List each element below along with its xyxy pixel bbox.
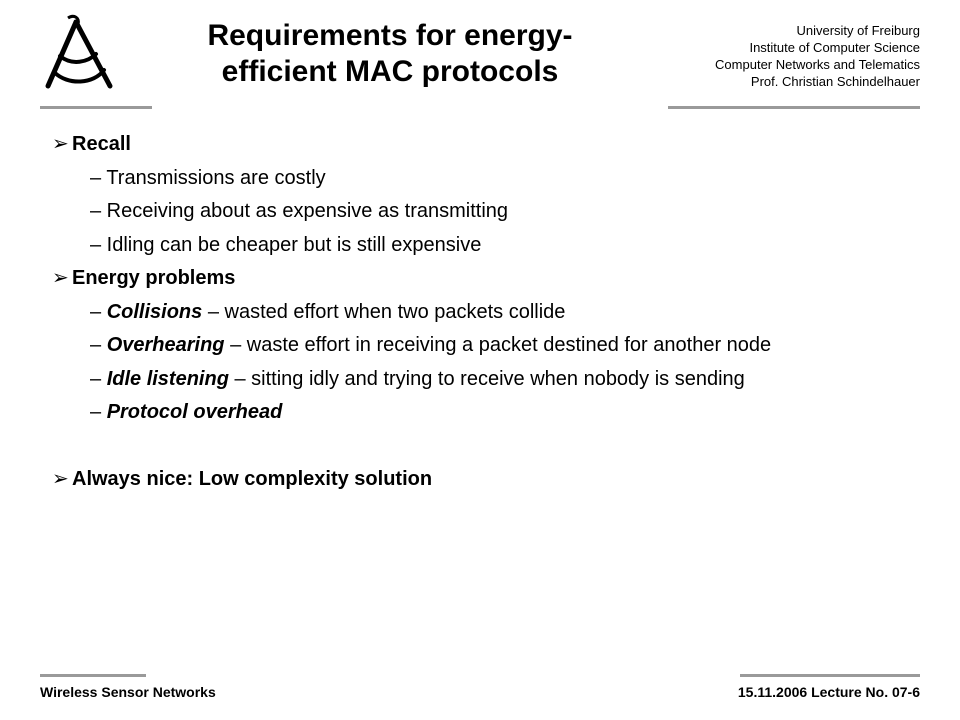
arrow-bullet-icon: ➢ (52, 267, 69, 289)
footer-course: Wireless Sensor Networks (40, 684, 216, 700)
recall-item: – Receiving about as expensive as transmitting (90, 200, 509, 222)
footer-rule-right (740, 674, 920, 677)
institution-line: Computer Networks and Telematics (715, 57, 920, 72)
energy-item (52, 363, 932, 397)
term-protocol-overhead: Protocol overhead (106, 401, 283, 423)
footer-rule-left (40, 674, 146, 677)
term-overhearing: Overhearing (106, 334, 225, 356)
institution-line: Prof. Christian Schindelhauer (750, 74, 920, 89)
title-line-1: Requirements for energy- (207, 19, 573, 52)
institution-line: University of Freiburg (796, 23, 920, 38)
term-collisions: Collisions (106, 300, 203, 323)
header-rule-right (668, 106, 920, 109)
header-rule-left (40, 106, 152, 109)
dash: – (90, 300, 107, 323)
recall-item: – Transmissions are costly (90, 166, 326, 189)
energy-item (52, 396, 932, 430)
title-line-2: efficient MAC protocols (221, 55, 559, 88)
institution-block (715, 22, 920, 90)
slide-title (150, 18, 630, 90)
footer-date-lecture: 15.11.2006 Lecture No. 07-6 (737, 684, 920, 700)
energy-item (52, 296, 932, 330)
energy-item (52, 329, 932, 363)
university-logo-icon (38, 12, 122, 96)
always-heading (52, 463, 932, 497)
energy-heading-text: Energy problems (72, 267, 236, 289)
dash: – (90, 367, 107, 390)
arrow-bullet-icon: ➢ (52, 133, 69, 155)
dash: – (90, 334, 107, 356)
institution-line: Institute of Computer Science (749, 40, 920, 55)
term-description: – wasted effort when two packets collide (202, 300, 566, 323)
term-description: – waste effort in receiving a packet destined for another node (224, 334, 772, 356)
arrow-bullet-icon: ➢ (52, 468, 69, 490)
term-idle-listening: Idle listening (106, 367, 229, 390)
recall-item: – Idling can be cheaper but is still expensive (90, 233, 482, 256)
always-heading-text: Always nice: Low complexity solution (72, 468, 433, 490)
spacer (52, 430, 932, 464)
recall-heading-text: Recall (72, 133, 131, 155)
energy-heading (52, 262, 932, 296)
slide-content (52, 128, 932, 497)
term-description: – sitting idly and trying to receive when nobody is sending (228, 367, 745, 390)
dash: – (90, 401, 107, 423)
recall-heading (52, 128, 932, 162)
